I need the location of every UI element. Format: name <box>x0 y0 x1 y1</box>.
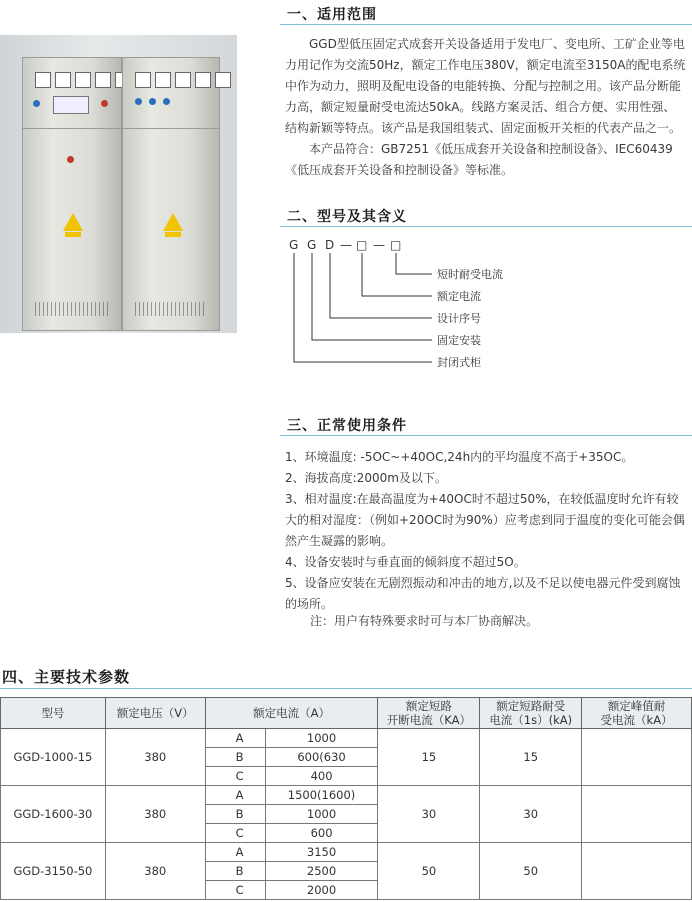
cell-sub-label: A <box>205 729 265 748</box>
cell-withstand: 50 <box>480 843 582 900</box>
code-label-enclosed-cabinet: 封闭式柜 <box>437 356 481 369</box>
th-model: 型号 <box>1 698 106 729</box>
cell-breaking: 15 <box>378 729 480 786</box>
code-label-short-time-current: 短时耐受电流 <box>437 268 503 281</box>
cell-voltage: 380 <box>105 729 205 786</box>
cell-sub-label: B <box>205 862 265 881</box>
cell-breaking: 30 <box>378 786 480 843</box>
cell-sub-label: B <box>205 805 265 824</box>
th-voltage: 额定电压（V） <box>105 698 205 729</box>
section1-title: 一、适用范围 <box>287 7 377 23</box>
cell-model: GGD-1000-15 <box>1 729 106 786</box>
section3-rule <box>280 435 692 436</box>
cell-sub-current: 1000 <box>265 729 378 748</box>
code-char-g1: G <box>289 238 299 252</box>
th-peak: 额定峰值耐 受电流（kA） <box>582 698 692 729</box>
code-diagram-lines <box>280 250 440 370</box>
cell-sub-label: A <box>205 843 265 862</box>
cell-sub-current: 400 <box>265 767 378 786</box>
section2-rule <box>280 226 692 227</box>
cell-sub-current: 1500(1600) <box>265 786 378 805</box>
cell-withstand: 15 <box>480 729 582 786</box>
cell-withstand: 30 <box>480 786 582 843</box>
section1-para2: 本产品符合：GB7251《低压成套开关设备和控制设备》、IEC60439《低压成套开关设备和控制设备》等标准。 <box>285 142 673 177</box>
code-label-design-number: 设计序号 <box>437 312 481 325</box>
cell-model: GGD-1600-30 <box>1 786 106 843</box>
cell-voltage: 380 <box>105 786 205 843</box>
section1-rule <box>280 24 692 25</box>
code-char-g2: G <box>307 238 317 252</box>
code-box-2: □ <box>390 238 402 252</box>
section3-title: 三、正常使用条件 <box>287 418 407 434</box>
th-current: 额定电流（A） <box>205 698 378 729</box>
cell-sub-label: C <box>205 824 265 843</box>
cell-peak <box>582 786 692 843</box>
table-row <box>1 843 692 862</box>
code-char-d: D <box>325 238 335 252</box>
cell-sub-current: 600 <box>265 824 378 843</box>
th-withstand: 额定短路耐受 电流（1s）(kA) <box>480 698 582 729</box>
code-dash-2: — <box>373 238 385 252</box>
cell-sub-current: 2000 <box>265 881 378 900</box>
code-label-fixed-install: 固定安装 <box>437 334 481 347</box>
product-photo <box>0 35 237 333</box>
cell-peak <box>582 729 692 786</box>
cabinet-left <box>22 57 122 331</box>
cell-sub-current: 600(630 <box>265 748 378 767</box>
code-dash-1: — <box>340 238 352 252</box>
section4-rule <box>0 688 692 689</box>
code-label-rated-current: 额定电流 <box>437 290 481 303</box>
table-header-row <box>1 698 692 729</box>
cell-sub-current: 2500 <box>265 862 378 881</box>
cell-sub-current: 1000 <box>265 805 378 824</box>
table-row <box>1 786 692 805</box>
condition-3: 3、相对温度:在最高温度为+40OC时不超过50%，在较低温度时允许有较大的相对湿度：（例如+20OC时为90%）应考虑到同于温度的变化可能会偶然产生凝露的影响。 <box>285 492 685 548</box>
section1-para1: GGD型低压固定式成套开关设备适用于发电厂、变电所、工矿企业等电力用记作为交流50Hz，额定工作电压380V，额定电流至3150A的配电系统中作为动力，照明及配电设备的电能转换、分配与控制之用。该产品分断能力高，额定短量耐受电流达50kA。线路方案灵活、组合方便、实用性强、结构新颖等特点。该产品是我国组装式、固定面板开关柜的代表产品之一。 <box>285 37 686 135</box>
cell-model: GGD-3150-50 <box>1 843 106 900</box>
condition-2: 2、海拔高度:2000m及以下。 <box>285 471 447 485</box>
cell-sub-label: C <box>205 767 265 786</box>
condition-1: 1、环境温度: -5OC~+40OC,24h内的平均温度不高于+35OC。 <box>285 450 634 464</box>
cell-sub-label: A <box>205 786 265 805</box>
cell-breaking: 50 <box>378 843 480 900</box>
section4-title: 四、主要技术参数 <box>2 668 131 686</box>
cell-sub-current: 3150 <box>265 843 378 862</box>
condition-note: 注：用户有特殊要求时可与本厂协商解决。 <box>310 614 539 628</box>
condition-4: 4、设备安装时与垂直面的倾斜度不超过5O。 <box>285 555 526 569</box>
cell-sub-label: B <box>205 748 265 767</box>
section2-title: 二、型号及其含义 <box>287 209 407 225</box>
table-row <box>1 729 692 748</box>
cell-peak <box>582 843 692 900</box>
condition-5: 5、设备应安装在无剧烈振动和冲击的地方,以及不足以使电器元件受到腐蚀的场所。 <box>285 576 681 611</box>
code-box-1: □ <box>356 238 368 252</box>
spec-table <box>0 697 692 900</box>
cabinet-right <box>122 57 220 331</box>
th-breaking: 额定短路 开断电流（KA） <box>378 698 480 729</box>
cell-sub-label: C <box>205 881 265 900</box>
cell-voltage: 380 <box>105 843 205 900</box>
